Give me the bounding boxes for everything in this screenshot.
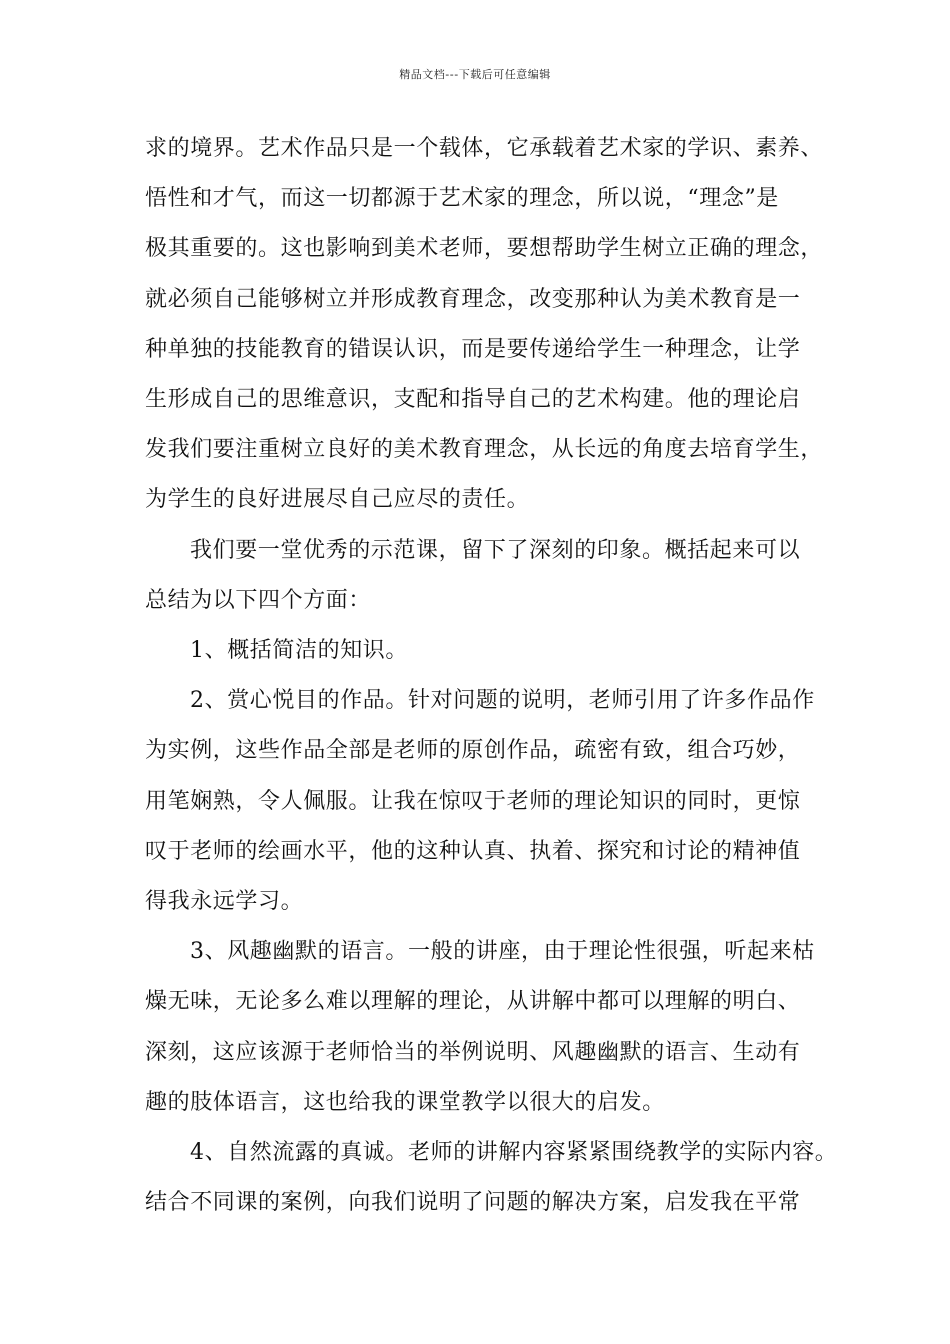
list-item-line: 1、概括简洁的知识。 — [190, 638, 408, 663]
text-line: 总结为以下四个方面： — [145, 588, 372, 613]
text-line: 趣的肢体语言，这也给我的课堂教学以很大的启发。 — [145, 1090, 665, 1115]
text-line: 深刻，这应该源于老师恰当的举例说明、风趣幽默的语言、生动有 — [145, 1040, 801, 1065]
text-line: 生形成自己的思维意识，支配和指导自己的艺术构建。他的理论启 — [145, 387, 801, 412]
text-line: 为学生的良好进展尽自己应尽的责任。 — [145, 487, 530, 512]
text-line: 叹于老师的绘画水平，他的这种认真、执着、探究和讨论的精神值 — [145, 839, 801, 864]
text-line: 种单独的技能教育的错误认识，而是要传递给学生一种理念，让学 — [145, 337, 801, 362]
text-line: 极其重要的。这也影响到美术老师，要想帮助学生树立正确的理念， — [145, 236, 824, 261]
text-line: 为实例，这些作品全部是老师的原创作品，疏密有致，组合巧妙， — [145, 738, 801, 763]
text-line: 用笔娴熟，令人佩服。让我在惊叹于老师的理论知识的同时，更惊 — [145, 789, 801, 814]
list-item-line: 4、自然流露的真诚。老师的讲解内容紧紧围绕教学的实际内容。 — [190, 1140, 838, 1165]
page-header: 精品文档---下载后可任意编辑 — [399, 68, 551, 81]
text-line: 悟性和才气，而这一切都源于艺术家的理念，所以说，“理念”是 — [145, 186, 779, 211]
text-line: 得我永远学习。 — [145, 889, 304, 914]
paragraph-start-line: 我们要一堂优秀的示范课，留下了深刻的印象。概括起来可以 — [190, 538, 801, 563]
text-line: 结合不同课的案例，向我们说明了问题的解决方案，启发我在平常 — [145, 1190, 801, 1215]
list-item-line: 3、风趣幽默的语言。一般的讲座，由于理论性很强，听起来枯 — [190, 939, 815, 964]
text-line: 求的境界。艺术作品只是一个载体，它承载着艺术家的学识、素养、 — [145, 136, 824, 161]
text-line: 就必须自己能够树立并形成教育理念，改变那种认为美术教育是一 — [145, 287, 801, 312]
text-line: 燥无味，无论多么难以理解的理论，从讲解中都可以理解的明白、 — [145, 989, 801, 1014]
list-item-line: 2、赏心悦目的作品。针对问题的说明，老师引用了许多作品作 — [190, 688, 815, 713]
text-line: 发我们要注重树立良好的美术教育理念，从长远的角度去培育学生， — [145, 437, 824, 462]
